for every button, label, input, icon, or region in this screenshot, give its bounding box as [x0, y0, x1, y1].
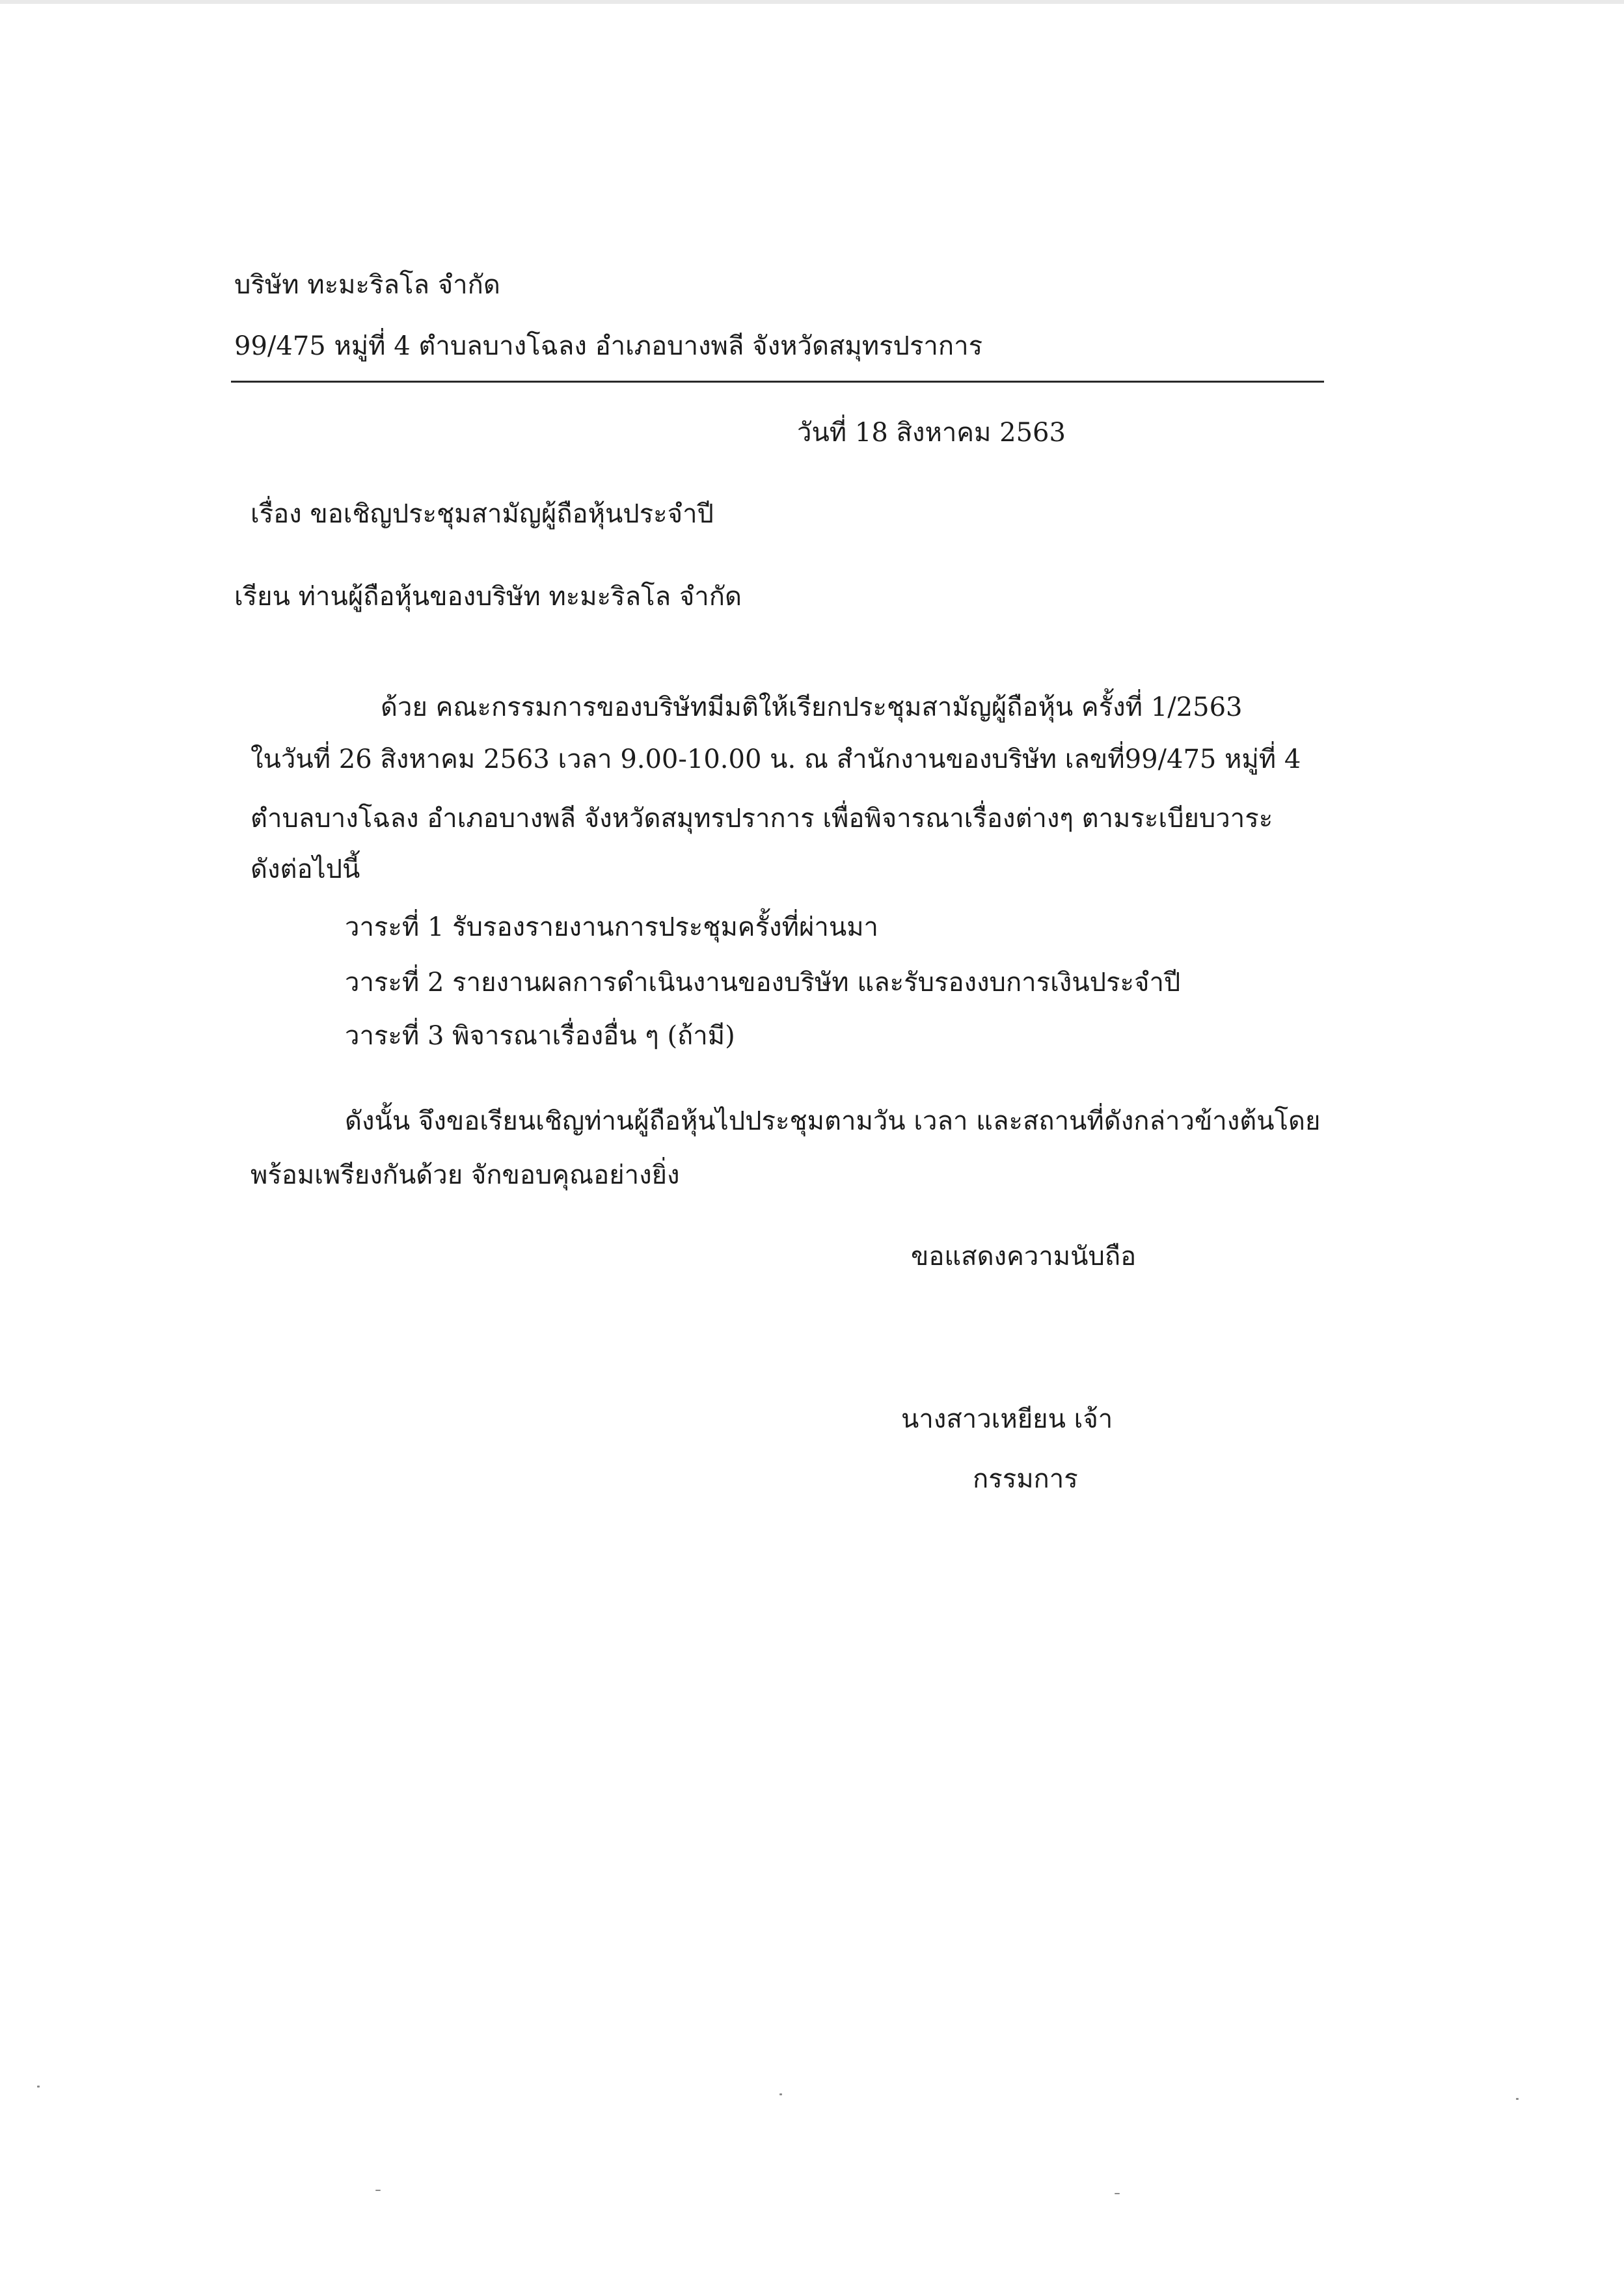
body-line: ในวันที่ 26 สิงหาคม 2563 เวลา 9.00-10.00 น. ณ สำนักงานของบริษัท เลขที่99/475 หมู่ที่ 4: [250, 744, 1301, 774]
agenda-item: วาระที่ 3 พิจารณาเรื่องอื่น ๆ (ถ้ามี): [345, 1021, 735, 1051]
company-address: 99/475 หมู่ที่ 4 ตำบลบางโฉลง อำเภอบางพลี จังหวัดสมุทรปราการ: [234, 331, 983, 361]
letter-date: วันที่ 18 สิงหาคม 2563: [797, 418, 1066, 448]
company-name: บริษัท ทะมะริลโล จำกัด: [234, 270, 500, 300]
body-line: พร้อมเพรียงกันด้วย จักขอบคุณอย่างยิ่ง: [250, 1160, 680, 1190]
agenda-item: วาระที่ 2 รายงานผลการดำเนินงานของบริษัท และรับรองงบการเงินประจำปี: [345, 968, 1181, 998]
scan-speck: [375, 2190, 381, 2191]
scan-speck: [1115, 2193, 1120, 2194]
scan-edge: [0, 0, 1624, 4]
scan-speck: [779, 2093, 782, 2095]
letter-subject: เรื่อง ขอเชิญประชุมสามัญผู้ถือหุ้นประจำปี: [250, 499, 714, 529]
body-line: ตำบลบางโฉลง อำเภอบางพลี จังหวัดสมุทรปราการ เพื่อพิจารณาเรื่องต่างๆ ตามระเบียบวาระ: [250, 804, 1273, 834]
body-line: ดังต่อไปนี้: [250, 854, 360, 884]
scan-speck: [37, 2086, 40, 2088]
body-line: ดังนั้น จึงขอเรียนเชิญท่านผู้ถือหุ้นไปประชุมตามวัน เวลา และสถานที่ดังกล่าวข้างต้นโดย: [345, 1106, 1321, 1136]
agenda-item: วาระที่ 1 รับรองรายงานการประชุมครั้งที่ผ่านมา: [345, 912, 879, 942]
letter-recipient: เรียน ท่านผู้ถือหุ้นของบริษัท ทะมะริลโล จำกัด: [234, 582, 742, 612]
signatory-title: กรรมการ: [973, 1464, 1078, 1494]
letterhead-divider: [231, 381, 1324, 383]
body-line: ด้วย คณะกรรมการของบริษัทมีมติให้เรียกประชุมสามัญผู้ถือหุ้น ครั้งที่ 1/2563: [381, 692, 1243, 722]
closing-text: ขอแสดงความนับถือ: [911, 1242, 1137, 1272]
signatory-name: นางสาวเหยียน เจ้า: [901, 1404, 1113, 1434]
scan-speck: [1516, 2098, 1519, 2100]
